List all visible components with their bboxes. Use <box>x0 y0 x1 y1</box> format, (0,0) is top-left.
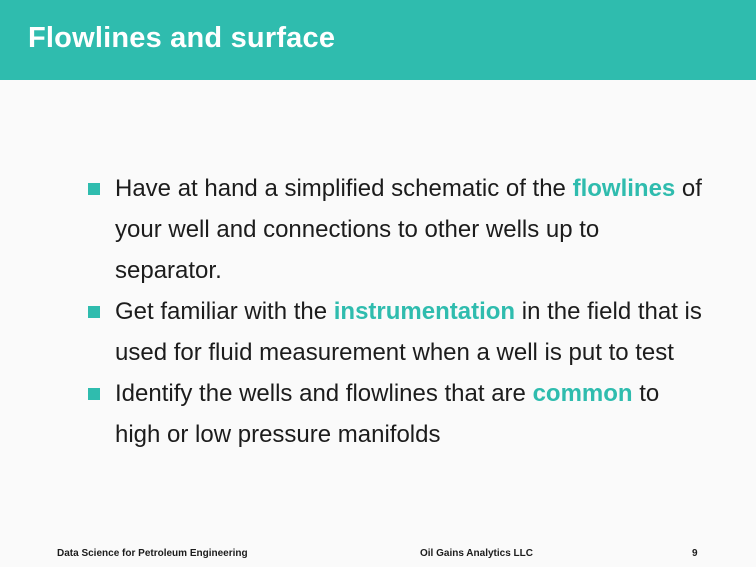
bullet-text-before: Get familiar with the <box>115 298 334 325</box>
bullet-highlight: instrumentation <box>333 298 516 325</box>
bullet-text-after: of your well and connections to other wells up to separator. <box>115 175 702 284</box>
slide-title: Flowlines and surface <box>28 22 336 54</box>
page-number: 9 <box>692 548 698 559</box>
bullet-item <box>88 168 708 291</box>
bullet-highlight: common <box>532 380 633 407</box>
bullet-highlight: flowlines <box>572 175 676 202</box>
square-bullet-icon <box>88 388 100 400</box>
bullet-list <box>88 168 708 455</box>
footer-company: Oil Gains Analytics LLC <box>420 548 533 559</box>
title-bar <box>0 0 756 80</box>
square-bullet-icon <box>88 183 100 195</box>
bullet-text-after: in the field that is used for fluid measurement when a well is put to test <box>115 298 702 366</box>
bullet-text-before: Have at hand a simplified schematic of the <box>115 175 573 202</box>
bullet-text-before: Identify the wells and flowlines that are <box>115 380 533 407</box>
bullet-item <box>88 291 708 373</box>
bullet-item <box>88 373 708 455</box>
square-bullet-icon <box>88 306 100 318</box>
bullet-text-after: to high or low pressure manifolds <box>115 380 660 448</box>
footer-course-title: Data Science for Petroleum Engineering <box>57 548 248 559</box>
